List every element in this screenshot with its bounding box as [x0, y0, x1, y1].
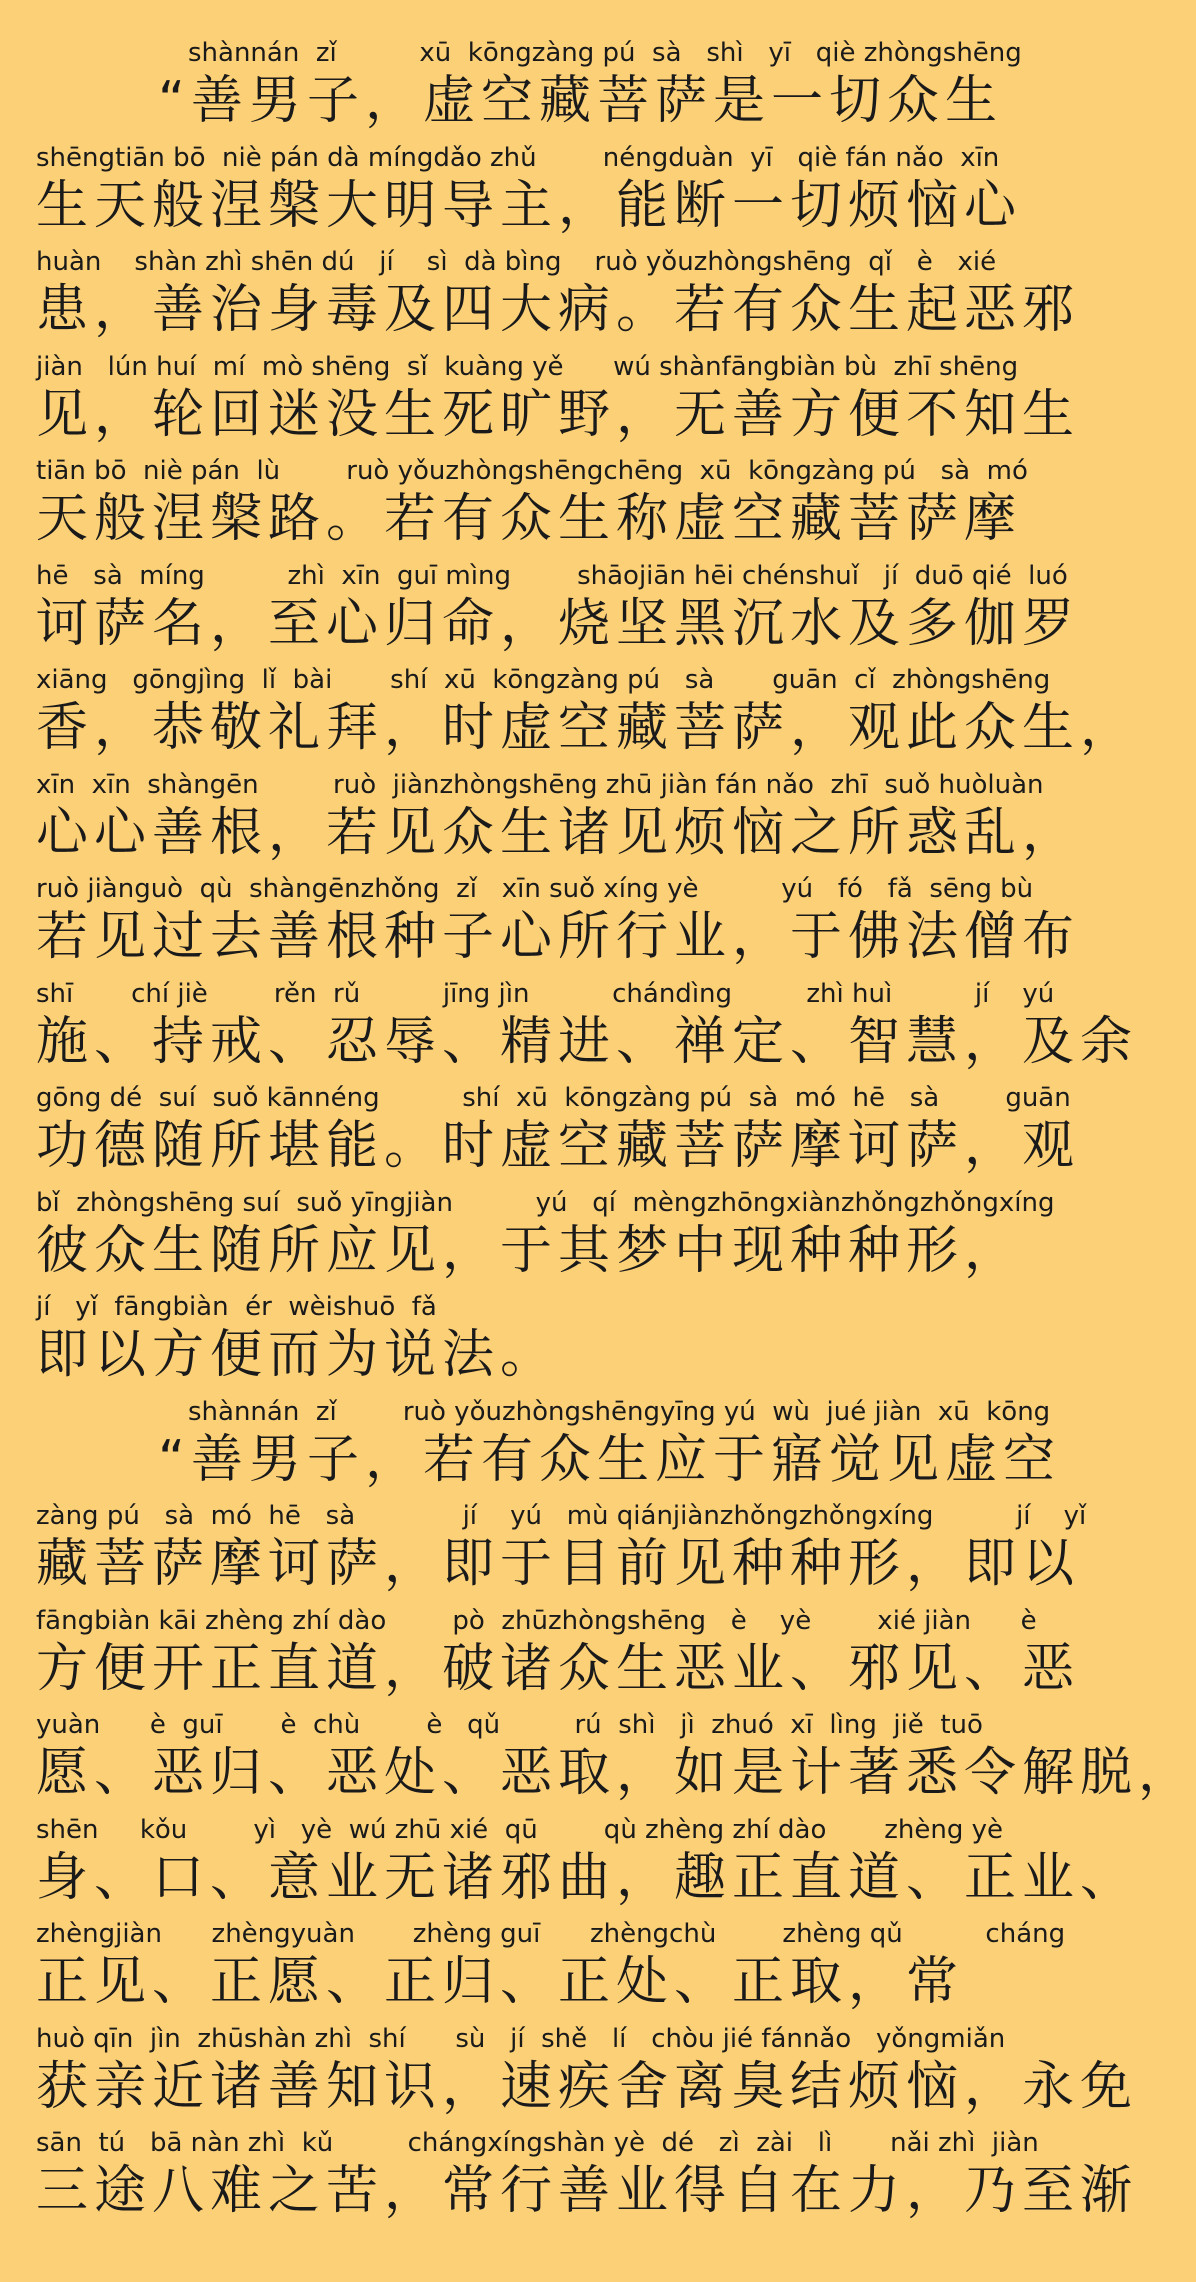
hanzi-line: 若见过去善根种子心所行业，于佛法僧布 [36, 907, 1081, 967]
pinyin-line: bǐ zhòngshēng suí suǒ yīngjiàn yú qí mèngzhōngxiànzhǒngzhǒngxíng [36, 1187, 1055, 1218]
hanzi-line: 彼众生随所应见，于其梦中现种种形， [36, 1220, 1023, 1281]
pinyin-line: huò qīn jìn zhūshàn zhì shí sù jí shě lí chòu jié fánnǎo yǒngmiǎn [36, 2023, 1006, 2054]
pinyin-line: jí yǐ fāngbiàn ér wèishuō fǎ [36, 1292, 437, 1322]
hanzi-line: 香，恭敬礼拜，时虚空藏菩萨，观此众生， [36, 698, 1139, 758]
text-line [36, 1604, 1081, 1709]
text-line [36, 350, 1081, 455]
hanzi-line: 获亲近诸善知识，速疾舍离臭结烦恼，永免 [36, 2056, 1139, 2117]
pinyin-line: shēn kǒu yì yè wú zhū xié qū qù zhèng zhí dào zhèng yè [36, 1814, 1003, 1845]
text-line [36, 1395, 1061, 1500]
pinyin-line: sān tú bā nàn zhì kǔ chángxíngshàn yè dé zì zài lì nǎi zhì jiàn [36, 2128, 1039, 2158]
hanzi-line: 功德随所堪能。时虚空藏菩萨摩诃萨，观 [36, 1116, 1081, 1176]
hanzi-line: 藏菩萨摩诃萨，即于目前见种种形，即以 [36, 1534, 1081, 1594]
hanzi-line: 诃萨名，至心归命，烧坚黑沉水及多伽罗 [36, 593, 1081, 654]
pinyin-line: fāngbiàn kāi zhèng zhí dào pò zhūzhòngshēng è yè xié jiàn è [36, 1605, 1037, 1636]
text-line [36, 663, 1139, 768]
pinyin-line: zàng pú sà mó hē sà jí yú mù qiánjiànzhǒngzhǒngxíng jí yǐ [36, 1501, 1087, 1531]
hanzi-line: 身、口、意业无诸邪曲，趣正直道、正业、 [36, 1847, 1139, 1908]
pinyin-line: gōng dé suí suǒ kānnéng shí xū kōngzàng pú sà mó hē sà guān [36, 1083, 1071, 1113]
pinyin-line: huàn shàn zhì shēn dú jí sì dà bìng ruò yǒuzhòngshēng qǐ è xié [36, 247, 997, 277]
text-line [36, 1081, 1081, 1186]
hanzi-line: 施、持戒、忍辱、精进、禅定、智慧，及余 [36, 1011, 1139, 1072]
pinyin-line: xiāng gōngjìng lǐ bài shí xū kōngzàng pú sà guān cǐ zhòngshēng [36, 665, 1051, 695]
pinyin-line: hē sà míng zhì xīn guī mìng shāojiān hēi chénshuǐ jí duō qié luó [36, 560, 1068, 591]
pinyin-line: shēngtiān bō niè pán dà míngdǎo zhǔ néngduàn yī qiè fán nǎo xīn [36, 142, 1000, 173]
text-line [36, 245, 1081, 350]
text-line [36, 1499, 1087, 1604]
text-line [36, 559, 1081, 664]
hanzi-line: 方便开正直道，破诸众生恶业、邪见、恶 [36, 1638, 1081, 1699]
hanzi-line: 三途八难之苦，常行善业得自在力，乃至渐 [36, 2161, 1139, 2221]
hanzi-line: “善男子，若有众生应于寤觉见虚空 [158, 1429, 1061, 1490]
hanzi-line: 即以方便而为说法。 [36, 1325, 559, 1385]
text-line [36, 872, 1081, 977]
text-line [36, 2022, 1139, 2127]
pinyin-line: zhèngjiàn zhèngyuàn zhèng guī zhèngchù zhèng qǔ cháng [36, 1919, 1066, 1949]
text-line [36, 2126, 1139, 2231]
hanzi-line: 心心善根，若见众生诸见烦恼之所惑乱， [36, 802, 1081, 863]
text-line [36, 977, 1139, 1082]
hanzi-line: 天般涅槃路。若有众生称虚空藏菩萨摩 [36, 489, 1023, 549]
pinyin-line: xīn xīn shàngēn ruò jiànzhòngshēng zhū jiàn fán nǎo zhī suǒ huòluàn [36, 769, 1044, 800]
pinyin-line: shànnán zǐ xū kōngzàng pú sà shì yī qiè zhòngshēng [188, 38, 1022, 68]
text-line [36, 1813, 1139, 1918]
text-line [36, 141, 1050, 246]
pinyin-line: ruò jiànguò qù shàngēnzhǒng zǐ xīn suǒ xíng yè yú fó fǎ sēng bù [36, 874, 1034, 904]
text-line [36, 1290, 1050, 1395]
text-line [36, 1917, 1066, 2022]
pinyin-line: jiàn lún huí mí mò shēng sǐ kuàng yě wú shànfāngbiàn bù zhī shēng [36, 351, 1019, 382]
text-line [36, 36, 1050, 141]
pinyin-line: tiān bō niè pán lù ruò yǒuzhòngshēngchēng xū kōngzàng pú sà mó [36, 456, 1028, 486]
hanzi-line: 见，轮回迷没生死旷野，无善方便不知生 [36, 384, 1081, 445]
hanzi-line: 正见、正愿、正归、正处、正取，常 [36, 1952, 965, 2012]
text-line [36, 1186, 1055, 1291]
hanzi-line: “善男子，虚空藏菩萨是一切众生 [158, 71, 1003, 131]
pinyin-line: shī chí jiè rěn rǔ jīng jìn chándìng zhì huì jí yú [36, 978, 1055, 1009]
pinyin-line: yuàn è guī è chù è qǔ rú shì jì zhuó xī lìng jiě tuō [36, 1710, 983, 1740]
hanzi-line: 生天般涅槃大明导主，能断一切烦恼心 [36, 175, 1023, 236]
hanzi-line: 愿、恶归、恶处、恶取，如是计著悉令解脱， [36, 1743, 1196, 1803]
hanzi-line: 患，善治身毒及四大病。若有众生起恶邪 [36, 280, 1081, 340]
text-line [36, 1708, 1196, 1813]
text-line [36, 768, 1081, 873]
text-line [36, 454, 1050, 559]
pinyin-line: shànnán zǐ ruò yǒuzhòngshēngyīng yú wù jué jiàn xū kōng [188, 1396, 1051, 1427]
